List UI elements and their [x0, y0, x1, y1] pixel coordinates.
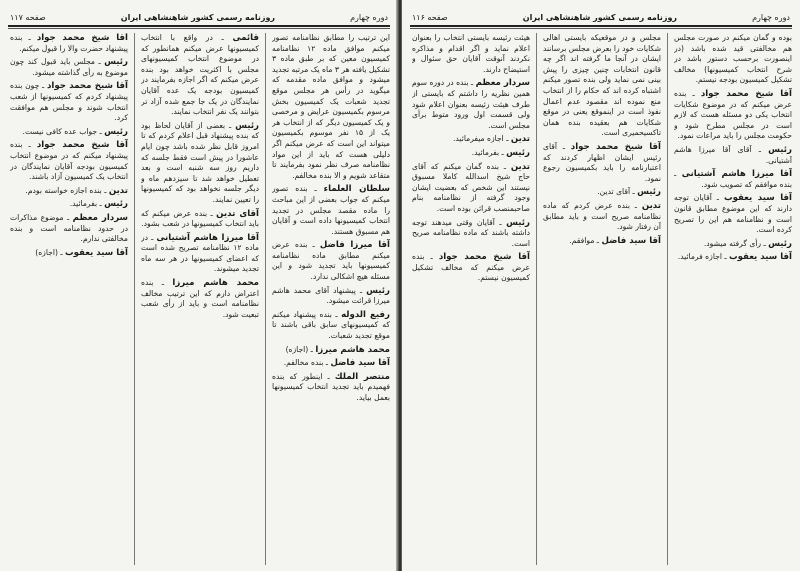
paragraph-text: بنده عرض میکنم که باید انتخاب کمیسیونها در شعب بشود. [141, 208, 259, 229]
paragraph: آقا سید فاضل ـ موافقم. [569, 235, 661, 246]
speaker-name: سردار معظم [72, 212, 128, 223]
paragraph-text: اینطور که بنده فهمیدم باید تجدید انتخاب کمیسیونها بعمل بیاید. [272, 371, 390, 402]
speaker-name: تدین [641, 200, 661, 211]
columns [412, 33, 792, 565]
speaker-name: محمد هاشم میرزا [172, 278, 259, 289]
paragraph-text: بنده در دوره سوم همین نظریه را داشتم که بایستی از طرف هیئت رئیسه بعنوان اعلام شود ولی قسمت اول ورود متوط برأی مجلس است. [412, 78, 530, 130]
paragraph: سردار معظم ـ موضوع مذاکرات در حدود نظامنامه است و بنده مخالفتی ندارم. [10, 212, 128, 244]
speaker-name: رئیس [768, 238, 792, 249]
paragraph-text: (اجازه) [35, 247, 58, 257]
paragraph: رفیع الدوله ـ بنده پیشنهاد میکنم که کمیسیونهای سابق باقی باشند تا موقع تجدید شعبات. [272, 309, 390, 341]
right-page [402, 0, 800, 571]
paragraph: آقا سید یعقوب ـ آقایان توجه دارند که این موضوع مطابق قانون است و نظامنامه هم این را تصریح کرده است. [674, 193, 792, 235]
paragraph: آقای تدین ـ بنده عرض میکنم که باید انتخاب کمیسیونها در شعب بشود. [141, 208, 259, 229]
speaker-name: آقا سید یعقوب [723, 193, 792, 204]
speaker-name: رئیس [104, 57, 128, 68]
paragraph: رئیس ـ آقای آقا میرزا هاشم آشتیانی. [674, 144, 792, 165]
paragraph-text: بنده عرض میکنم که در موضوع شکایات انتخاب یکی دو مسئله هست که لازم است در مجلس مطرح شود و حکومت مجلس را باید مراعات نمود. [674, 88, 792, 141]
paragraph: رئیس ـ جواب عده کافی نیست. [22, 126, 128, 137]
paragraph: آقا سید یعقوب ـ اجازه فرمائید. [677, 252, 792, 263]
page-header [412, 10, 790, 24]
paragraph-text: هیئت رئیسه بایستی انتخاب را بعنوان اعلام نماید و اگر اقدام و مذاکره نکردند آنوقت آقایان حق سئوال و استیضاح دارند. [412, 33, 530, 74]
newspaper-title: روزنامه رسمی کشور شاهنشاهی ایران [522, 12, 678, 22]
speaker-name: آقا شیخ محمد جواد [438, 252, 530, 263]
issue-label: دوره چهارم [752, 12, 790, 22]
text-column [412, 33, 530, 565]
paragraph [272, 33, 390, 181]
paragraph: آقا میرزا هاشم آشتیانی ـ بنده موافقم که تصویب شود. [674, 169, 792, 189]
paragraph: رئیس ـ آقایان وقتی میدهند توجه داشته باشند که ماده نظامنامه صریح است. [412, 217, 530, 248]
paragraph-text: (اجازه) [285, 344, 309, 354]
paragraph-text: بفرمائید. [471, 147, 500, 157]
paragraph-text: چون بنده پیشنهاد کردم که کمیسیونها از شعب انتخاب شوند و مجلس هم موافقت کرد. [10, 81, 128, 123]
paragraph [412, 33, 530, 75]
speaker-name: آقا شیخ محمد جواد [46, 81, 128, 92]
paragraph: سردار معظم ـ بنده در دوره سوم همین نظریه را داشتم که بایستی از طرف هیئت رئیسه بعنوان اعلام شود ولی قسمت اول ورود متوط برأی مجلس است. [412, 78, 530, 130]
paragraph: محمد هاشم میرزا ـ بنده اعتراض دارم که این ترتیب مخالف نظامنامه است و باید از رأی شعب تبعیت شود. [141, 278, 259, 319]
header-rule [410, 25, 792, 27]
column-divider [134, 33, 135, 565]
text-column [543, 33, 661, 565]
paragraph-text: مجلس و در موقعیکه بایستی اهالی شکایات خود را بعرض مجلس برسانند ایشان در آنجا ما گرفته اند اگر چه قانون انتخابات چنین چیزی را پیش بینی نمی نماید ولی بنده تصور میکنم اشتباه کرده اند که حکام را از انتخاب منع نموده اند مقصود عدم اعمال نفوذ است در اینموقع یعنی در موقع شکایات هم بعقیده بنده همان تاکسیحمیری است. [543, 33, 661, 138]
speaker-name: تدین [108, 185, 128, 196]
paragraph-text: آقایان وقتی میدهند توجه داشته باشند که ماده نظامنامه صریح است. [412, 217, 530, 248]
page-number: صفحه ۱۱۷ [10, 12, 46, 22]
paragraph-text: در واقع با انتخاب کمیسیونها عرض میکنم همانطور که در موضوع انتخاب کمیسیونهای مجلس با اکثریت خواهد بود بنده عرض میکنم که اگر اجازه بفرمایند در کمیسیون بودجه یک عده آقایان نمایندگان در یک جا جمع شده آزاد تر بتوانند یک نفر انتخاب نمایند. [141, 33, 259, 117]
paragraph-text: بنده اعتراض دارم که این ترتیب مخالف نظامنامه است و باید از رأی شعب تبعیت شود. [141, 278, 259, 319]
paragraph: رئیس ـ مجلس باید قبول کند چون موضوع به رأی گذاشته میشود. [10, 57, 128, 77]
paragraph-text: این ترتیب را مطابق نظامنامه تصور میکنم موافق ماده ۱۲ نظامنامه کمیسیون معین که بر طبق ماده ۳ تشکیل یافته هر ۳ ماه یک مرتبه تجدید میشود و موافق ماده مقدمه که میگوید در رأس هر مجلس موقع تجدید شعبات یک کمیسیون بخش مرسوم بکمیسیون عرایض و مرخصی و یک کمیسیون دیگر که از انتخاب هر یک از ۱۵ نفر موسوم بکمیسیون میتواند این است که عرض میکنم اگر دلیلی هست که باید از این مواد نظامنامه صرف نظر نمود بفرمایند تا متقاعد شویم و الا بنده مخالفم. [272, 33, 390, 180]
speaker-name: رئیس [506, 217, 530, 228]
speaker-name: آقا سید فاضل [330, 358, 390, 369]
paragraph-text: بوده و گمان میکنم در صورت مجلس هم مخالفتی قید شده باشد (در اینصورت برحسب دستور باشد در شرح انتخاب کمیسیونها) مخالف تشکیل کمیسیون بودجه نیستم. [674, 33, 792, 85]
paragraph-text: بنده گمان میکنم که آقای حاج شیخ اسدالله کاملا مسبوق نیستند این شخص که بعضیت ایشان وجود گرفته از نظامنامه بنام صاحبمنصب قرائن بوده است. [412, 161, 530, 213]
paragraph-text: بنده عرض میکنم که مخالف تشکیل کمیسیون نیستم. [412, 252, 530, 283]
paragraph-text: بنده تصور میکنم که جواب بعضی از این مباحث را ماده مقصد مجلس در تجدید انتخاب کمیسیونها داده است و آقایان هم مسبوق هستند. [272, 184, 390, 236]
paragraph: رئیس ـ بفرمائید. [69, 199, 128, 210]
speaker-name: سردار معظم [475, 78, 530, 89]
paragraph-text: در ماده ۱۲ نظامنامه تصریح شده است که اعضای کمیسیونها در هر سه ماه تجدید میشوند. [141, 232, 259, 274]
paragraph-text: اجازه فرمائید. [677, 252, 722, 262]
paragraph: تدین ـ بنده گمان میکنم که آقای حاج شیخ اسدالله کاملا مسبوق نیستند این شخص که بعضیت ایشان وجود گرفته از نظامنامه بنام صاحبمنصب قرائن بوده است. [412, 161, 530, 213]
speaker-name: آقای تدین [216, 208, 259, 219]
paragraph: رئیس ـ آقای تدین. [597, 187, 661, 198]
paragraph-text: بنده پیشنهاد حضرت والا را قبول میکنم. [10, 33, 128, 53]
paragraph: آقا میرزا فاضل ـ بنده عرض میکنم مطابق ماده نظامنامه کمیسیونها باید تجدید شود و این مسئله هیچ اشکالی ندارد. [272, 240, 390, 282]
speaker-name: آقا شیخ محمد جواد [700, 88, 792, 99]
speaker-name: رئیس [768, 144, 792, 155]
paragraph: آقا شیخ محمد جواد ـ بنده پیشنهاد حضرت والا را قبول میکنم. [10, 33, 128, 53]
paragraph-text: جواب عده کافی نیست. [22, 126, 98, 136]
paragraph-text: بنده عرض کردم که ماده نظامنامه صریح است و باید مطابق آن رفتار شود. [543, 200, 661, 232]
speaker-name: محمد هاشم میرزا [315, 344, 390, 355]
paragraph-text: بنده موافقم که تصویب شود. [701, 179, 792, 189]
speaker-name: رئیس [235, 120, 259, 131]
columns [10, 33, 390, 565]
speaker-name: قائمی [232, 33, 259, 43]
speaker-name: آقا سید فاضل [601, 235, 661, 246]
text-column [141, 33, 259, 565]
paragraph-text: بعضی از آقایان لحاظ بود که بنده پیشنهاد قبل اعلام کردم که تا امروز قابل نظر شده باشد چون ایام عاشورا در پیش است فقط جلسه که داریم روز سه شنبه است و بعد تعطیل خواهد شد تا سیزدهم ماه و دیگر جلسه نخواهد بود که کمیسیونها را تعیین نمایند. [141, 120, 259, 204]
header-rule [8, 28, 390, 29]
header-rule [410, 28, 792, 29]
paragraph: تدین ـ اجازه میفرمائید. [453, 134, 530, 145]
speaker-name: آقا سید یعقوب [65, 247, 128, 258]
speaker-name: رئیس [104, 199, 128, 210]
paragraph: آقا شیخ محمد جواد ـ آقای رئیس ایشان اظهار کردند که اعتبارنامه را باید بکمیسیون رجوع نمود. [543, 141, 661, 183]
left-page [0, 0, 398, 571]
header-rule [8, 25, 390, 27]
speaker-name: تدین [510, 161, 530, 172]
paragraph: سلطان العلماء ـ بنده تصور میکنم که جواب بعضی از این مباحث را ماده مقصد مجلس در تجدید انتخاب کمیسیونها داده است و آقایان هم مسبوق هستند. [272, 184, 390, 236]
speaker-name: تدین [510, 134, 530, 145]
speaker-name: آقا سید یعقوب [729, 252, 792, 263]
paragraph: آقا شیخ محمد جواد ـ چون بنده پیشنهاد کردم که کمیسیونها از شعب انتخاب شوند و مجلس هم موافقت کرد. [10, 81, 128, 123]
text-column [272, 33, 390, 565]
speaker-name: آقا میرزا هاشم آشتیانی [156, 232, 259, 243]
column-divider [536, 33, 537, 565]
paragraph: آقا سید فاضل ـ بنده مخالفم. [283, 358, 390, 369]
paragraph-text: آقای تدین. [597, 187, 631, 197]
page-number: صفحه ۱۱۶ [412, 12, 448, 22]
paragraph: محمد هاشم میرزا ـ (اجازه) [285, 344, 390, 355]
paragraph-text: آقای رئیس ایشان اظهار کردند که اعتبارنامه را باید بکمیسیون رجوع نمود. [543, 141, 661, 183]
paragraph-text: موضوع مذاکرات در حدود نظامنامه است و بنده مخالفتی ندارم. [10, 212, 128, 244]
paragraph: رئیس ـ رأی گرفته میشود. [703, 238, 792, 249]
speaker-name: منتصر الملك [334, 371, 390, 382]
paragraph-text: بنده عرض میکنم مطابق ماده نظامنامه کمیسیونها باید تجدید شود و این مسئله هیچ اشکالی ندارد. [272, 240, 390, 282]
speaker-name: رئیس [366, 285, 390, 296]
paragraph: رئیس ـ بفرمائید. [471, 147, 530, 158]
paragraph-text: بفرمائید. [69, 199, 98, 209]
text-column [674, 33, 792, 565]
speaker-name: رئیس [637, 187, 661, 198]
speaker-name: آقا میرزا فاضل [319, 240, 390, 251]
paragraph: آقا شیخ محمد جواد ـ بنده پیشنهاد میکنم که در موضوع انتخاب کمیسیون بودجه آقایان نمایندگان در انتخاب یک کمیسیون آزاد باشند. [10, 140, 128, 182]
paragraph-text: موافقم. [569, 235, 595, 245]
paragraph [674, 33, 792, 86]
speaker-name: آقا شیخ محمد جواد [36, 33, 128, 43]
paragraph-text: رأی گرفته میشود. [703, 238, 762, 248]
column-divider [667, 33, 668, 565]
paragraph: رئیس ـ پیشنهاد آقای محمد هاشم میرزا قرائت میشود. [272, 285, 390, 306]
speaker-name: آقا شیخ محمد جواد [570, 141, 661, 152]
paragraph: آقا شیخ محمد جواد ـ بنده عرض میکنم که در موضوع شکایات انتخاب یکی دو مسئله هست که لازم است در مجلس مطرح شود و حکومت مجلس را باید مراعات نمود. [674, 88, 792, 141]
newspaper-title: روزنامه رسمی کشور شاهنشاهی ایران [120, 12, 276, 22]
issue-label: دوره چهارم [350, 12, 388, 22]
paragraph: آقا شیخ محمد جواد ـ بنده عرض میکنم که مخالف تشکیل کمیسیون نیستم. [412, 252, 530, 283]
paragraph-text: بنده اجازه خواسته بودم. [25, 185, 102, 195]
paragraph: قائمی ـ در واقع با انتخاب کمیسیونها عرض میکنم همانطور که در موضوع انتخاب کمیسیونهای مجلس با اکثریت خواهد بود بنده عرض میکنم که اگر اجازه بفرمایند در کمیسیون بودجه یک عده آقایان نمایندگان در یک جا جمع شده آزاد تر بتوانند یک نفر انتخاب نمایند. [141, 33, 259, 117]
paragraph-text: آقایان توجه دارند که این موضوع مطابق قانون است و نظامنامه هم این را تصریح کرده است. [674, 193, 792, 235]
column-divider [265, 33, 266, 565]
speaker-name: آقا شیخ محمد جواد [36, 140, 128, 151]
paragraph-text: پیشنهاد آقای محمد هاشم میرزا قرائت میشود. [272, 285, 390, 306]
paragraph: منتصر الملك ـ اینطور که بنده فهمیدم باید تجدید انتخاب کمیسیونها بعمل بیاید. [272, 371, 390, 402]
paragraph-text: اجازه میفرمائید. [453, 134, 504, 144]
paragraph-text: مجلس باید قبول کند چون موضوع به رأی گذاشته میشود. [10, 57, 128, 77]
paragraph-text: بنده مخالفم. [283, 358, 324, 368]
paragraph: رئیس ـ بعضی از آقایان لحاظ بود که بنده پیشنهاد قبل اعلام کردم که تا امروز قابل نظر شده باشد چون ایام عاشورا در پیش است فقط جلسه که داریم روز سه شنبه است و بعد تعطیل خواهد شد تا سیزدهم ماه و دیگر جلسه نخواهد بود که کمیسیونها را تعیین نمایند. [141, 120, 259, 204]
paragraph-text: بنده پیشنهاد میکنم که کمیسیونهای سابق باقی باشند تا موقع تجدید شعبات. [272, 309, 390, 341]
paragraph: آقا میرزا هاشم آشتیانی ـ در ماده ۱۲ نظامنامه تصریح شده است که اعضای کمیسیونها در هر سه ماه تجدید میشوند. [141, 232, 259, 274]
paragraph [543, 33, 661, 139]
speaker-name: رئیس [506, 147, 530, 158]
page-header [10, 10, 388, 24]
paragraph: تدین ـ بنده عرض کردم که ماده نظامنامه صریح است و باید مطابق آن رفتار شود. [543, 200, 661, 232]
paragraph: تدین ـ بنده اجازه خواسته بودم. [25, 185, 128, 196]
paragraph: آقا سید یعقوب ـ (اجازه) [35, 247, 128, 258]
speaker-name: سلطان العلماء [323, 184, 390, 195]
paragraph-text: آقای آقا میرزا هاشم آشتیانی. [674, 144, 792, 165]
speaker-name: آقا میرزا هاشم آشتیانی [681, 169, 792, 180]
paragraph-text: بنده پیشنهاد میکنم که در موضوع انتخاب کمیسیون بودجه آقایان نمایندگان در انتخاب یک کمیسیون آزاد باشند. [10, 140, 128, 182]
speaker-name: رئیس [104, 126, 128, 137]
speaker-name: رفیع الدوله [341, 309, 390, 320]
text-column [10, 33, 128, 565]
